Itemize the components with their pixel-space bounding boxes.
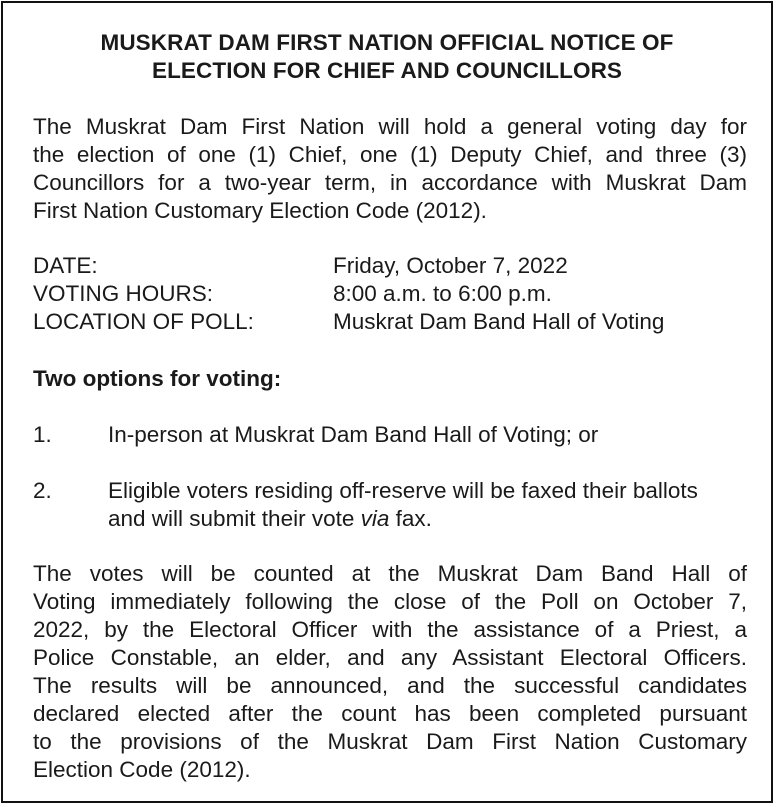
- option-text: [108, 477, 698, 533]
- detail-row-date: [33, 252, 664, 280]
- voting-options-heading: Two options for voting:: [33, 366, 282, 391]
- detail-row-voting-hours: [33, 280, 664, 308]
- option-text: [108, 421, 598, 449]
- closing-line: Election Code (2012).: [33, 757, 251, 782]
- closing-line: to the provisions of the Muskrat Dam First Nation Customary: [33, 729, 747, 754]
- voting-option-1: [33, 421, 763, 449]
- option-line: Eligible voters residing off-reserve will be faxed their ballots: [108, 478, 698, 503]
- intro-paragraph: [33, 113, 747, 225]
- option-line-text: and will submit their vote: [108, 506, 361, 531]
- option-line: In-person at Muskrat Dam Band Hall of Voting; or: [108, 422, 599, 447]
- option-number: 2.: [33, 478, 52, 503]
- closing-line: Police Constable, an elder, and any Assistant Electoral Officers.: [33, 645, 747, 670]
- detail-value: Friday, October 7, 2022: [333, 253, 568, 278]
- closing-line: 2022, by the Electoral Officer with the assistance of a Priest, a: [33, 617, 747, 642]
- intro-line: Councillors for a two-year term, in accordance with Muskrat Dam: [33, 170, 747, 195]
- option-line: [108, 505, 698, 533]
- title-line-2: ELECTION FOR CHIEF AND COUNCILLORS: [151, 58, 623, 83]
- notice-title: [3, 29, 771, 85]
- closing-line: The votes will be counted at the Muskrat Dam Band Hall of: [33, 561, 747, 586]
- voting-option-2: [33, 477, 763, 533]
- intro-line: First Nation Customary Election Code (2012).: [33, 198, 487, 223]
- italic-via: via: [360, 506, 390, 531]
- detail-label: VOTING HOURS:: [33, 281, 214, 306]
- detail-row-location: [33, 308, 664, 336]
- option-line-text: fax.: [389, 506, 432, 531]
- closing-line: The results will be announced, and the successful candidates: [33, 673, 747, 698]
- closing-line: declared elected after the count has been completed pursuant: [33, 701, 747, 726]
- intro-line: the election of one (1) Chief, one (1) Deputy Chief, and three (3): [33, 142, 747, 167]
- closing-line: Voting immediately following the close of the Poll on October 7,: [33, 589, 747, 614]
- election-notice: [1, 1, 773, 803]
- election-details: [33, 252, 664, 336]
- detail-label: DATE:: [33, 253, 98, 278]
- detail-label: LOCATION OF POLL:: [33, 309, 254, 334]
- intro-line: The Muskrat Dam First Nation will hold a general voting day for: [33, 114, 747, 139]
- title-line-1: MUSKRAT DAM FIRST NATION OFFICIAL NOTICE OF: [100, 30, 674, 55]
- detail-value: 8:00 a.m. to 6:00 p.m.: [333, 281, 552, 306]
- option-number: 1.: [33, 422, 52, 447]
- closing-paragraph: [33, 560, 747, 784]
- detail-value: Muskrat Dam Band Hall of Voting: [333, 309, 665, 334]
